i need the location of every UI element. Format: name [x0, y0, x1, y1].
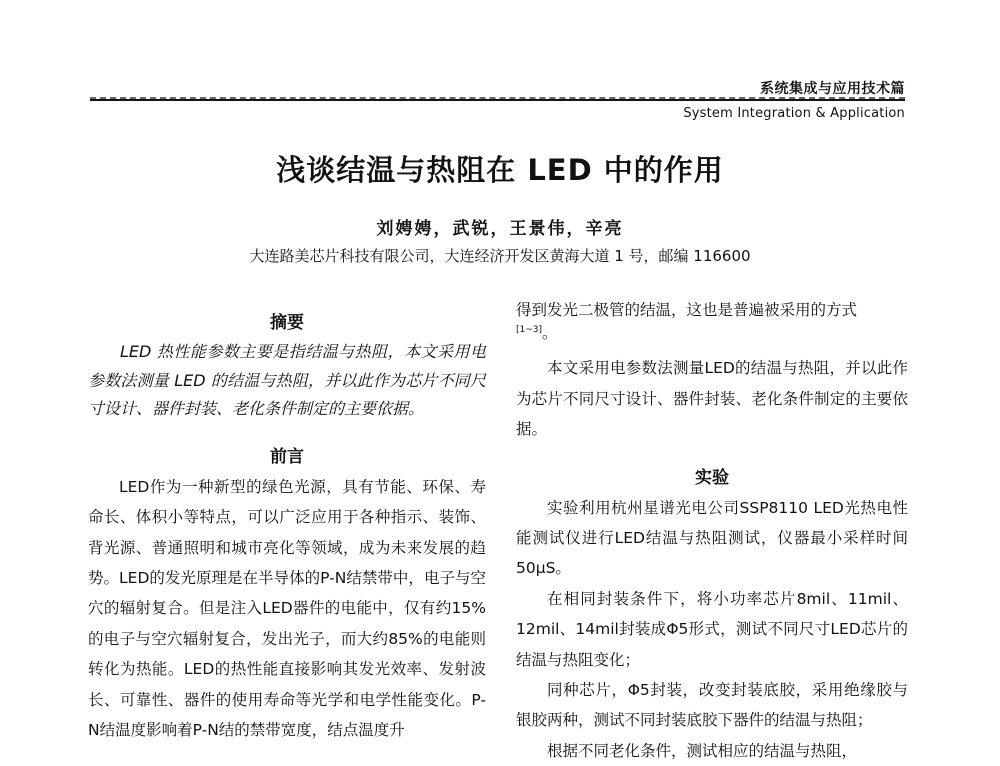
experiment-paragraph-2: 在相同封装条件下，将小功率芯片8mil、11mil、12mil、14mil封装成Φ5形式，测试不同尺寸LED芯片的结温与热阻变化； — [516, 589, 908, 669]
citation-period: 。 — [542, 324, 558, 343]
abstract-text: LED 热性能参数主要是指结温与热阻，本文采用电参数法测量 LED 的结温与热阻，并以此作为芯片不同尺寸设计、器件封装、老化条件制定的主要依据。 — [88, 342, 486, 419]
spacer — [516, 445, 908, 463]
experiment-paragraph-4: 根据不同老化条件，测试相应的结温与热阻， — [547, 741, 858, 760]
spacer — [516, 341, 908, 353]
author-list: 刘娉娉，武锐，王景伟，辛亮 — [376, 219, 624, 239]
citation-line — [516, 325, 908, 341]
paper-title: 浅谈结温与热阻在 LED 中的作用 — [276, 153, 724, 187]
header-rule — [90, 99, 905, 101]
citation-ref: [1~3] — [516, 325, 543, 336]
abstract-heading: 摘要 — [270, 313, 304, 333]
experiment-heading: 实验 — [695, 467, 729, 488]
spacer — [88, 424, 486, 442]
experiment-paragraph-1: 实验利用杭州星谱光电公司SSP8110 LED光热电性能测试仪进行LED结温与热阻测试，仪器最小采样时间50μS。 — [516, 498, 908, 578]
section-name-en: System Integration & Application — [683, 106, 905, 121]
affiliation: 大连路美芯片科技有限公司，大连经济开发区黄海大道 1 号，邮编 116600 — [249, 247, 751, 265]
section-name-cn: 系统集成与应用技术篇 — [760, 81, 905, 97]
experiment-paragraph-3: 同种芯片，Φ5封装，改变封装底胶，采用绝缘胶与银胶两种，测试不同封装底胶下器件的结温与热阻； — [516, 681, 908, 730]
intro-text: LED作为一种新型的绿色光源，具有节能、环保、寿命长、体积小等特点，可以广泛应用于各种指示、装饰、背光源、普通照明和城市亮化等领域，成为未来发展的趋势。LED的发光原理是在半导体的P-N结禁带中，电子与空穴的辐射复合。但是注入LED器件的电能中，仅有约15%的电子与空穴辐射复合，发出光子，而大约85%的电能则转化为热能。LED的热性能直接影响其发光效率、发射波长、可靠性、器件的使用寿命等光学和电学性能变化。P-N结温度影响着P-N结的禁带宽度，结点温度升 — [88, 477, 486, 740]
continued-text: 得到发光二极管的结温，这也是普遍被采用的方式 — [516, 301, 858, 319]
method-paragraph: 本文采用电参数法测量LED的结温与热阻，并以此作为芯片不同尺寸设计、器件封装、老化条件制定的主要依据。 — [516, 359, 908, 439]
right-column — [516, 295, 908, 766]
left-column — [88, 308, 486, 745]
intro-heading: 前言 — [270, 446, 304, 467]
